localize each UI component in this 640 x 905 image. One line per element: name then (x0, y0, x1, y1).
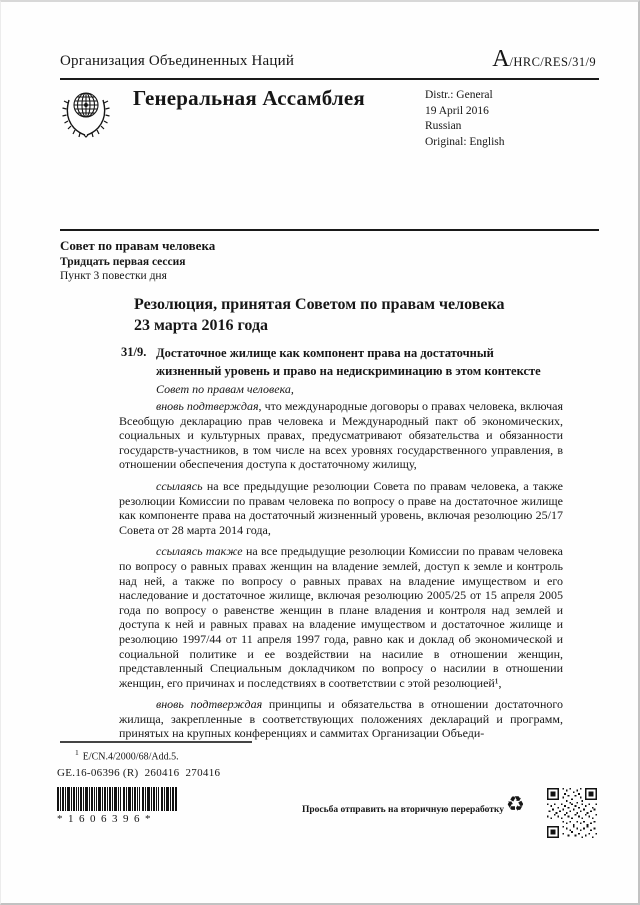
paragraph-lead: ссылаясь (156, 478, 203, 493)
un-emblem-icon (62, 84, 110, 140)
distr-date: 19 April 2016 (425, 104, 489, 117)
resolution-number: 31/9. (121, 345, 147, 359)
distr-type: Distr.: General (425, 89, 493, 101)
paragraph-lead: вновь подтверждая (156, 399, 259, 413)
recycle-icon: ♻ (506, 792, 525, 816)
recycle-note: Просьба отправить на вторичную переработку (302, 805, 504, 815)
resolution-title-line2: 23 марта 2016 года (134, 317, 269, 334)
qr-code (547, 788, 597, 838)
document-symbol (492, 46, 596, 73)
preamble-paragraph (119, 697, 563, 741)
addressee-line: Совет по правам человека, (156, 382, 294, 396)
preamble-paragraph (119, 544, 563, 690)
agenda-item: Пункт 3 повестки дня (60, 270, 167, 282)
paragraph-lead: вновь подтверждая (156, 697, 263, 712)
distr-language: Russian (425, 120, 462, 132)
header-rule (60, 78, 599, 80)
paragraph-lead: ссылаясь также (156, 544, 243, 559)
footnote-text: E/CN.4/2000/68/Add.5. (82, 751, 179, 763)
paragraph-text: принципы и обязательства в отношении достаточного жилища, закрепленные в соответствующих положениях деклараций и программ, принятых на крупных конференциях и саммитах Организации Объеди- (119, 697, 563, 741)
preamble-paragraph (119, 479, 563, 537)
assembly-title: Генеральная Ассамблея (133, 86, 365, 110)
paragraph-text: на все предыдущие резолюции Совета по правам человека, а также резолюции Комиссии по правам человека по вопросу о праве на достаточное жилище как компоненте права на достаточный жизненный уровень, включая резолюцию 25/17 Совета от 28 марта 2014 года, (119, 478, 563, 537)
document-symbol-letter: A (492, 46, 510, 72)
paragraph-text: на все предыдущие резолюции Комиссии по правам человека по вопросу о равных правах женщин на владение землей, доступ к земле и контроль над ней, а также по вопросу о равных правах на владение имуществом и его наследование и достаточное жилище, включая резолюцию 2005/25 от 15 апреля 2005 года по вопросу о равенстве женщин в плане владения и контроля над землей и доступа к ней и равных правах на владение имуществом и достаточное жилище и резолюцию 1997/44 от 11 апреля 1997 года, равно как и доклад об экономической и социальной политике и ее воздействии на насилие в отношении женщин, представленный Специальным докладчиком по вопросу о насилии в отношении женщин, его причинах и последствиях в соответствии с этой резолюцией¹, (119, 544, 564, 690)
footnote-marker: 1 (75, 748, 79, 757)
paragraph-text: , что международные договоры о правах человека, включая Всеобщую декларацию прав человека и Международный пакт об экономических, социальных и культурных правах, предусматривают обязательства и обязанности государств-участников, в том числе на всех уровнях государственного управления, в отношении обеспечения доступа к достаточному жилищу, (119, 399, 563, 472)
section-rule (60, 229, 599, 231)
distribution-block (425, 88, 505, 150)
footnote-rule (60, 741, 252, 743)
resolution-heading-line2: жизненный уровень и право на недискриминацию в этом контексте (156, 363, 541, 378)
resolution-title (134, 294, 554, 336)
footnote (75, 748, 179, 762)
council-name: Совет по правам человека (60, 238, 216, 253)
resolution-heading (156, 345, 576, 380)
barcode (57, 787, 177, 811)
document-symbol-code: /HRC/RES/31/9 (509, 55, 596, 69)
resolution-title-line1: Резолюция, принятая Советом по правам человека (134, 296, 505, 313)
preamble-paragraph (119, 399, 563, 472)
resolution-heading-line1: Достаточное жилище как компонент права на достаточный (156, 346, 494, 360)
org-name: Организация Объединенных Наций (60, 53, 295, 69)
distr-original: Original: English (425, 135, 505, 148)
session-name: Тридцать первая сессия (60, 256, 186, 268)
resolution-body (119, 399, 563, 748)
ge-code: GE.16-06396 (R) 260416 270416 (57, 767, 221, 779)
barcode-text: *1606396* (57, 813, 156, 825)
